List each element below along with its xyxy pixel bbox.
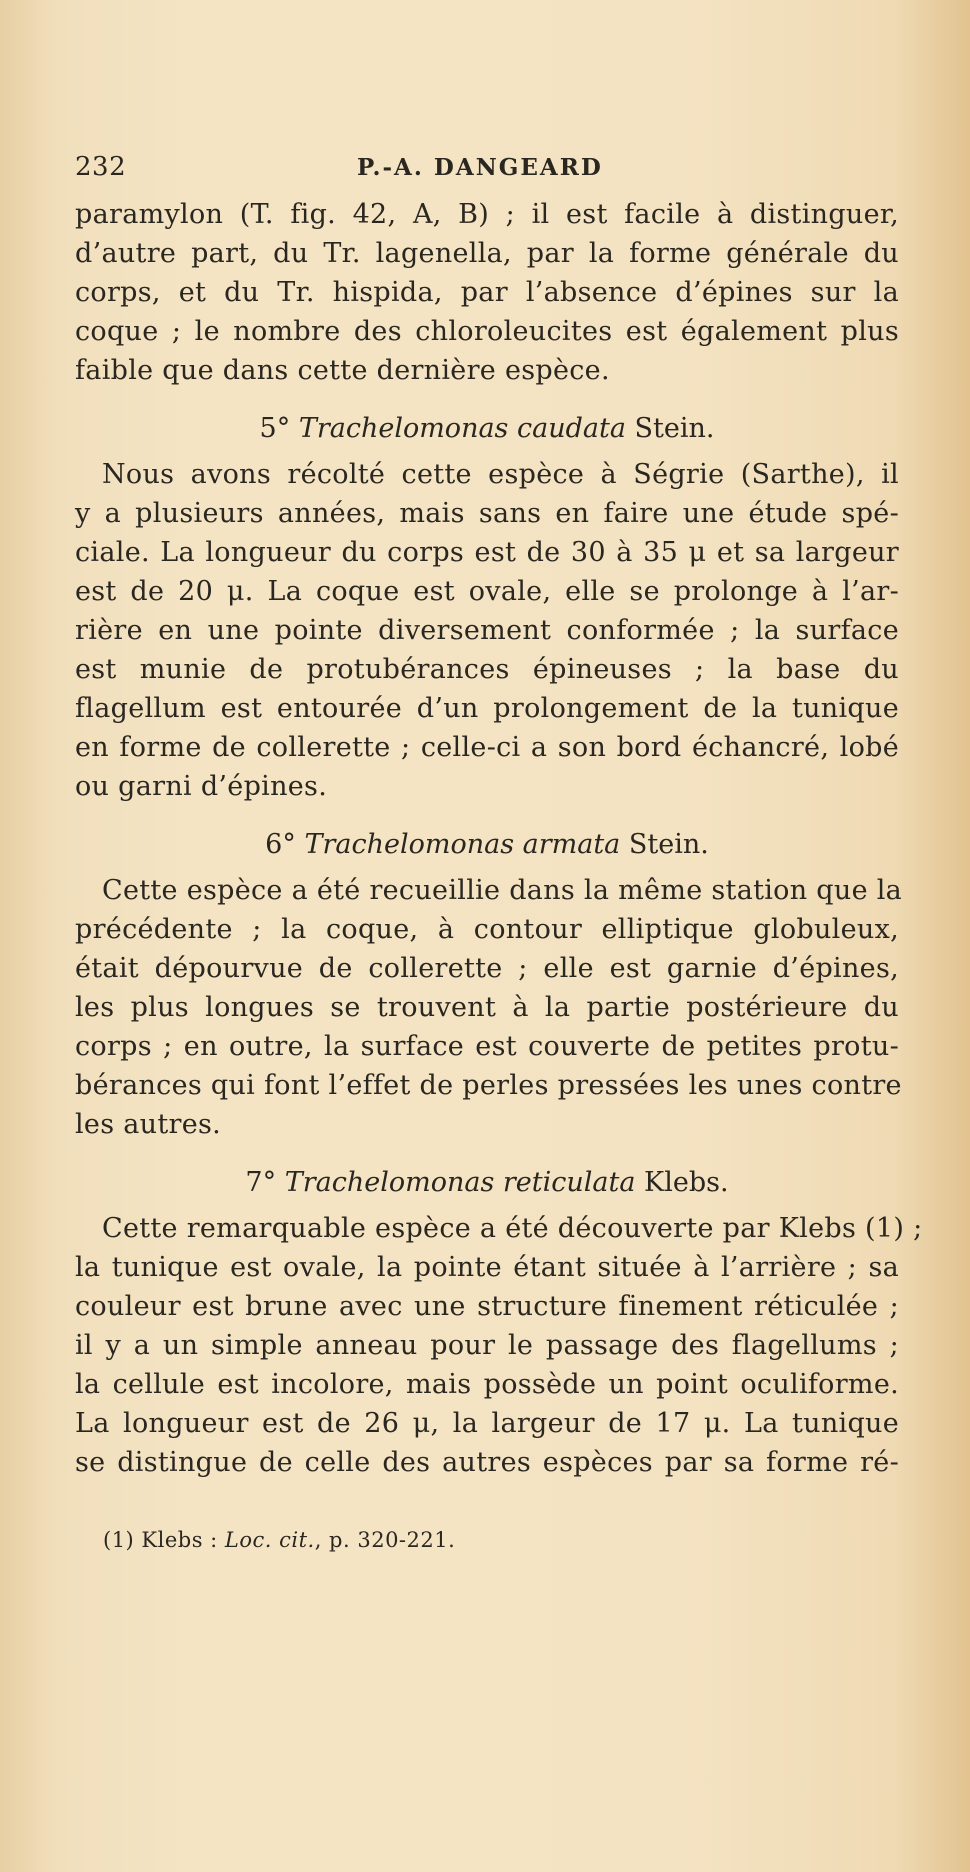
species-name: Trachelomonas reticulata [284,1167,636,1198]
text-line: est de 20 μ. La coque est ovale, elle se prolonge à l’ar- [75,576,899,607]
text-line: les plus longues se trouvent à la partie postérieure du [75,992,899,1023]
running-head [75,152,897,186]
heading-number: 7° [245,1167,277,1198]
section-heading-6 [75,825,899,864]
heading-number: 6° [265,829,296,860]
text-line: ciale. La longueur du corps est de 30 à 35 μ et sa largeur [75,537,899,568]
text-line: corps ; en outre, la surface est couverte de petites protu- [75,1031,899,1062]
paragraph-2 [75,455,899,806]
footnote-pages: , p. 320-221. [314,1528,456,1552]
text-line: ou garni d’épines. [75,771,328,802]
species-name: Trachelomonas armata [304,829,621,860]
text-line: bérances qui font l’effet de perles pressées les unes contre [75,1070,902,1101]
text-line: paramylon (T. fig. 42, A, B) ; il est facile à distinguer, [75,199,899,230]
page-number: 232 [75,152,127,182]
text-line: il y a un simple anneau pour le passage des flagellums ; [75,1330,899,1361]
paragraph-4 [75,1209,923,1482]
footnote [103,1528,455,1552]
text-line: flagellum est entourée d’un prolongement de la tunique [75,693,899,724]
body-text [75,195,923,1482]
species-name: Trachelomonas caudata [298,413,626,444]
text-line: faible que dans cette dernière espèce. [75,355,610,386]
text-line: se distingue de celle des autres espèces par sa forme ré- [75,1447,899,1478]
text-line: précédente ; la coque, à contour elliptique globuleux, [75,914,899,945]
text-line: y a plusieurs années, mais sans en faire une étude spé- [75,498,899,529]
running-head-author: P.-A. DANGEARD [357,154,603,181]
footnote-source: Loc. cit. [224,1528,315,1552]
species-author: Stein. [628,829,709,860]
text-line: en forme de collerette ; celle-ci a son bord échancré, lobé [75,732,899,763]
section-heading-7 [75,1163,899,1202]
text-line: La longueur est de 26 μ, la largeur de 17 μ. La tunique [75,1408,899,1439]
heading-number: 5° [259,413,291,444]
text-line: coque ; le nombre des chloroleucites est également plus [75,316,899,347]
text-line: les autres. [75,1109,222,1140]
paragraph-3 [75,871,903,1144]
text-line: Cette espèce a été recueillie dans la même station que la [102,875,903,906]
text-line: la cellule est incolore, mais possède un point oculiforme. [75,1369,899,1400]
text-line: rière en une pointe diversement conformée ; la surface [75,615,899,646]
text-line: Nous avons récolté cette espèce à Ségrie (Sarthe), il [102,459,899,490]
species-author: Stein. [634,413,715,444]
footnote-prefix: (1) Klebs : [103,1528,225,1552]
text-line: Cette remarquable espèce a été découverte par Klebs (1) ; [102,1213,923,1244]
text-line: est munie de protubérances épineuses ; la base du [75,654,899,685]
text-line: d’autre part, du Tr. lagenella, par la forme générale du [75,238,899,269]
paragraph-1 [75,195,899,390]
text-line: corps, et du Tr. hispida, par l’absence d’épines sur la [75,277,899,308]
section-heading-5 [75,409,899,448]
species-author: Klebs. [644,1167,729,1198]
text-line: la tunique est ovale, la pointe étant située à l’arrière ; sa [75,1252,899,1283]
text-line: couleur est brune avec une structure finement réticulée ; [75,1291,899,1322]
text-line: était dépourvue de collerette ; elle est garnie d’épines, [75,953,899,984]
